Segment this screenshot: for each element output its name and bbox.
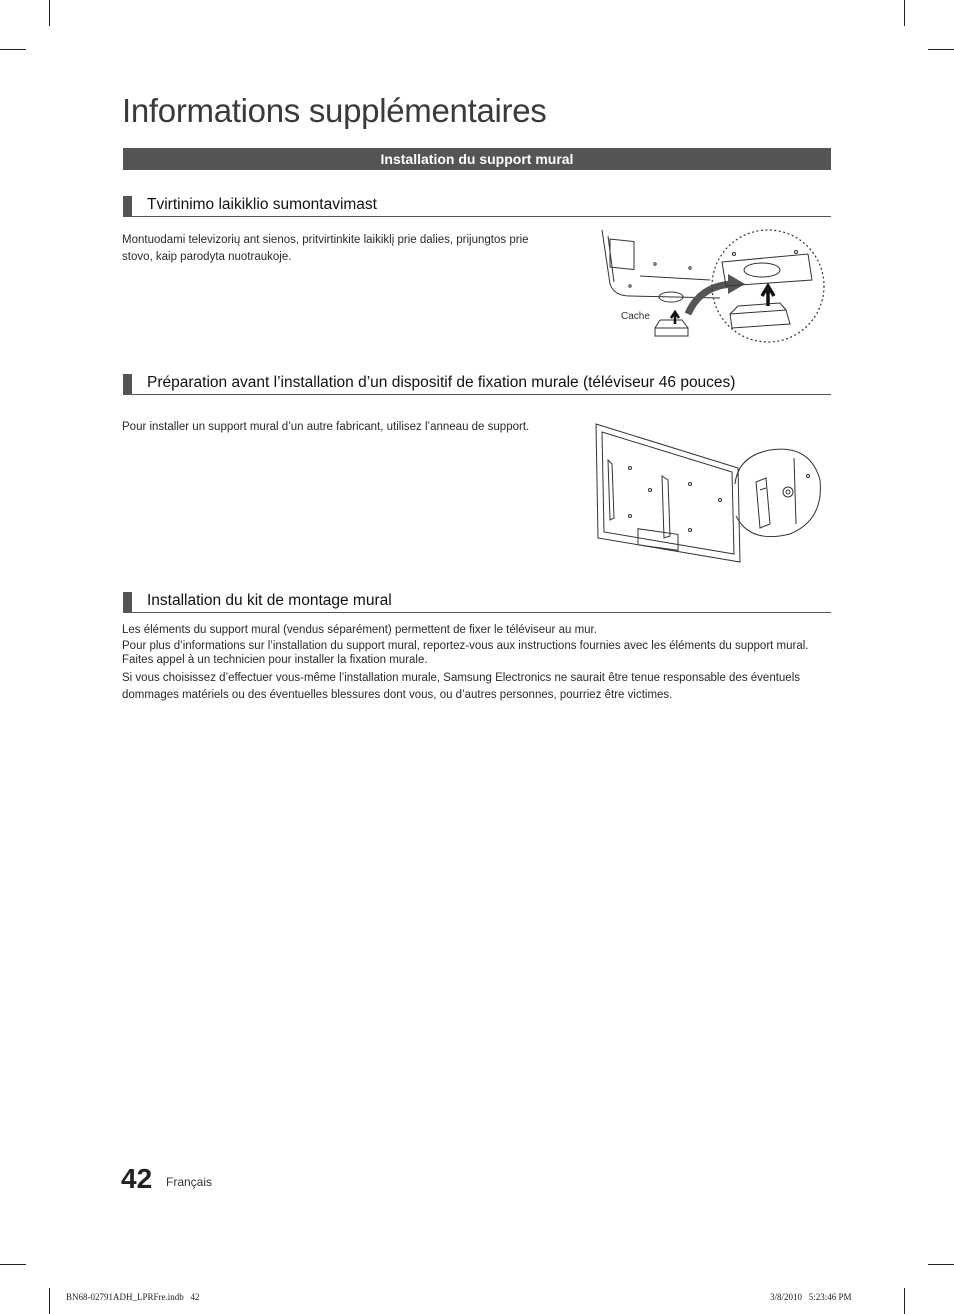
subsection-heading: Préparation avant l’installation d’un dispositif de fixation murale (téléviseur 46 pouces) — [147, 374, 736, 391]
heading-marker — [123, 196, 132, 216]
bracket-assembly-illustration — [600, 224, 825, 349]
heading-marker — [123, 592, 132, 612]
subsection-paragraph: Les éléments du support mural (vendus séparément) permettent de fixer le téléviseur au mur. — [122, 624, 597, 636]
crop-mark — [49, 1288, 50, 1314]
subsection-paragraph: Montuodami televizorių ant sienos, pritvirtinkite laikiklį prie dalies, prijungtos prie stovo, kaip parodyta nuotraukoje. — [122, 234, 529, 263]
crop-mark — [928, 49, 954, 50]
crop-mark — [49, 0, 50, 26]
section-title-bar: Installation du support mural — [123, 148, 831, 170]
crop-mark — [0, 1264, 26, 1265]
subsection-heading: Installation du kit de montage mural — [147, 592, 392, 609]
crop-mark — [928, 1264, 954, 1265]
figure-label-cache: Cache — [621, 311, 650, 322]
subsection-heading-bracket — [123, 373, 831, 395]
heading-marker — [123, 374, 132, 394]
print-footer-file: BN68-02791ADH_LPRFre.indb 42 — [66, 1292, 200, 1302]
print-footer-timestamp: 3/8/2010 5:23:46 PM — [770, 1292, 852, 1302]
subsection-paragraph: Si vous choisissez d’effectuer vous-même l’installation murale, Samsung Electronics ne saurait être tenue responsable des éventuels dommages matériels ou des éventuelles blessures dont vous, ou d’autres personnes, pourriez être victimes. — [122, 672, 801, 701]
subsection-paragraph: Pour installer un support mural d’un autre fabricant, utilisez l’anneau de support. — [122, 421, 530, 433]
page-title: Informations supplémentaires — [122, 92, 547, 129]
crop-mark — [904, 1288, 905, 1314]
crop-mark — [904, 0, 905, 26]
subsection-heading-bracket — [123, 195, 831, 217]
page-number: 42 — [121, 1163, 153, 1194]
subsection-heading-bracket — [123, 591, 831, 613]
crop-mark — [0, 49, 26, 50]
subsection-paragraph: Pour plus d’informations sur l’installation du support mural, reportez-vous aux instructions fournies avec les éléments du support mural. Faites appel à un technicien pour installer la fixation murale. — [122, 640, 809, 666]
wall-mount-ring-illustration — [590, 420, 825, 565]
page-language: Français — [166, 1175, 213, 1189]
subsection-heading: Tvirtinimo laikiklio sumontavimast — [147, 196, 377, 213]
